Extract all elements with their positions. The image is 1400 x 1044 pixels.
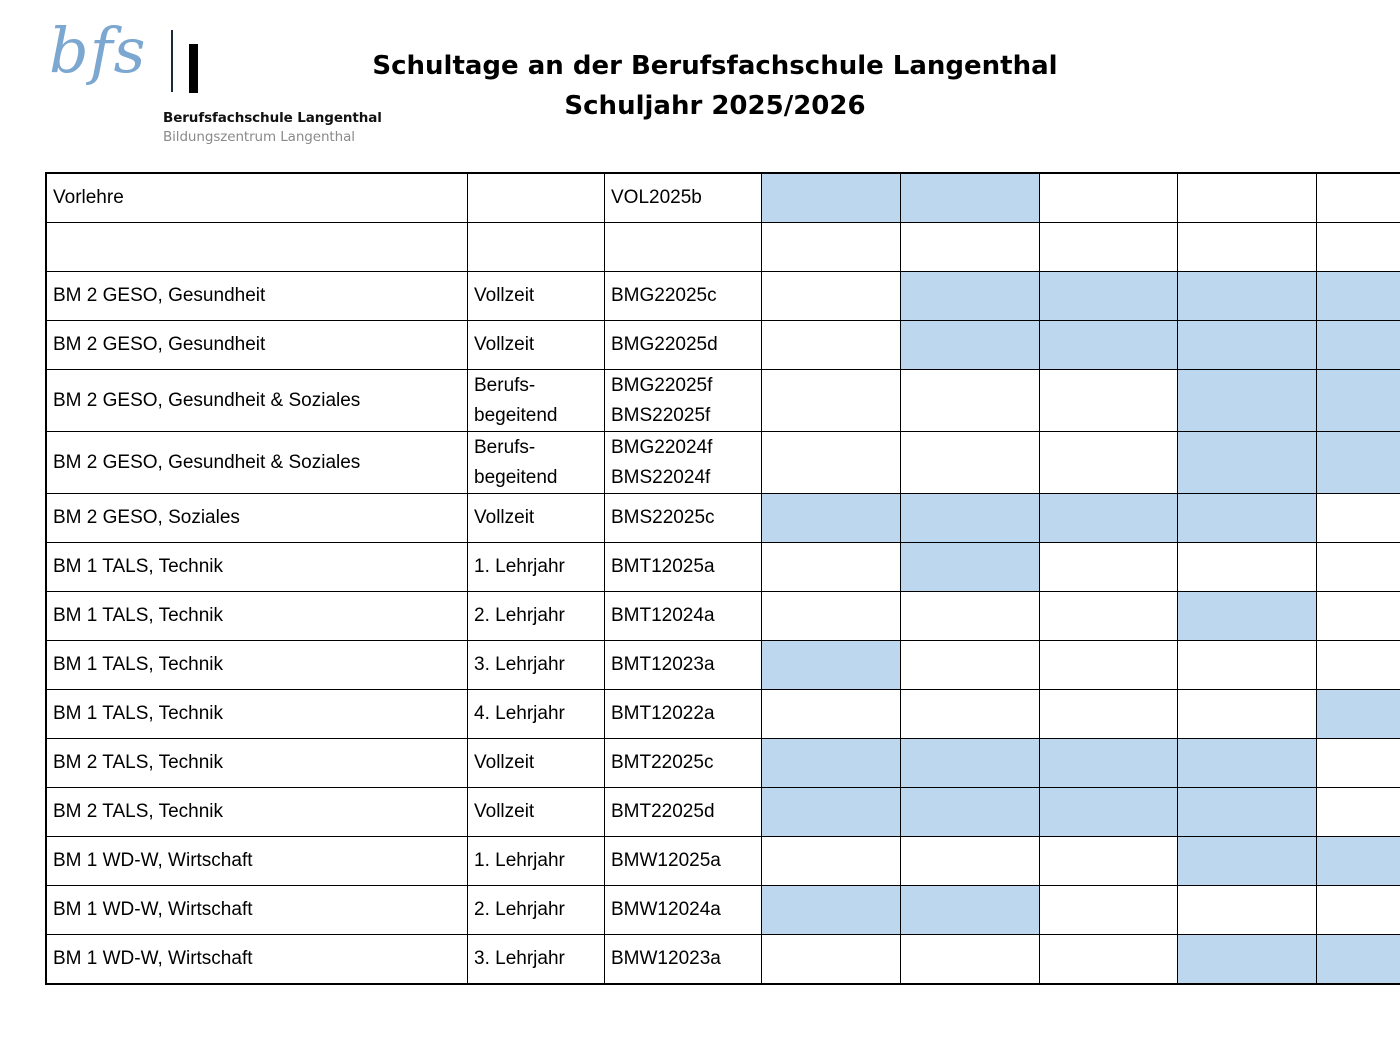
cell-study-mode <box>468 370 605 432</box>
cell-schoolday-marked <box>900 321 1039 370</box>
cell-study-mode <box>468 432 605 494</box>
table-row <box>46 432 1400 494</box>
cell-schoolday-empty <box>900 370 1039 432</box>
cell-schoolday-empty <box>762 837 901 886</box>
cell-schoolday-empty <box>762 543 901 592</box>
cell-schoolday-empty <box>1039 690 1178 739</box>
table-row <box>46 935 1400 985</box>
cell-study-mode <box>468 223 605 272</box>
cell-schoolday-empty <box>1039 935 1178 985</box>
page-title <box>0 46 1400 126</box>
cell-study-mode: 4. Lehrjahr <box>468 690 605 739</box>
cell-class-code: BMW12023a <box>605 935 762 985</box>
cell-study-mode: 2. Lehrjahr <box>468 592 605 641</box>
cell-study-mode-line: Berufs- <box>474 375 536 396</box>
cell-schoolday-marked <box>1039 321 1178 370</box>
cell-schoolday-marked <box>1178 837 1317 886</box>
cell-class-name: BM 2 GESO, Gesundheit <box>46 321 468 370</box>
cell-class-code: BMT22025d <box>605 788 762 837</box>
cell-schoolday-marked <box>762 494 901 543</box>
cell-schoolday-marked <box>1178 592 1317 641</box>
cell-schoolday-empty <box>900 641 1039 690</box>
cell-schoolday-empty <box>1039 432 1178 494</box>
schedule-table <box>45 172 1400 985</box>
cell-schoolday-empty <box>1317 592 1400 641</box>
cell-schoolday-marked <box>1317 690 1400 739</box>
cell-class-code: BMS22025c <box>605 494 762 543</box>
cell-schoolday-marked <box>762 739 901 788</box>
cell-class-name: BM 2 GESO, Gesundheit & Soziales <box>46 432 468 494</box>
logo-center-name: Bildungszentrum Langenthal <box>163 129 355 145</box>
cell-class-name: BM 2 GESO, Gesundheit <box>46 272 468 321</box>
cell-study-mode-line: Berufs- <box>474 437 536 458</box>
cell-class-code-line: BMS22024f <box>611 467 711 488</box>
cell-schoolday-empty <box>1178 543 1317 592</box>
cell-study-mode <box>468 173 605 223</box>
cell-study-mode: 1. Lehrjahr <box>468 543 605 592</box>
cell-class-code: BMT12023a <box>605 641 762 690</box>
cell-study-mode: 2. Lehrjahr <box>468 886 605 935</box>
cell-schoolday-empty <box>1178 641 1317 690</box>
table-row <box>46 543 1400 592</box>
cell-class-code: VOL2025b <box>605 173 762 223</box>
table-row <box>46 173 1400 223</box>
cell-class-code: BMG22025d <box>605 321 762 370</box>
cell-schoolday-marked <box>900 543 1039 592</box>
table-row <box>46 690 1400 739</box>
cell-schoolday-marked <box>900 788 1039 837</box>
page-title-line-1: Schultage an der Berufsfachschule Langenthal <box>372 51 1058 81</box>
cell-study-mode: 3. Lehrjahr <box>468 641 605 690</box>
cell-class-name: BM 1 WD-W, Wirtschaft <box>46 837 468 886</box>
cell-schoolday-empty <box>762 935 901 985</box>
cell-schoolday-empty <box>1317 739 1400 788</box>
page-header <box>0 0 1400 160</box>
cell-class-name: BM 1 TALS, Technik <box>46 543 468 592</box>
cell-schoolday-marked <box>1039 788 1178 837</box>
cell-schoolday-empty <box>1317 543 1400 592</box>
cell-class-name <box>46 223 468 272</box>
cell-schoolday-marked <box>1317 370 1400 432</box>
schedule-table-body <box>46 173 1400 984</box>
table-row <box>46 272 1400 321</box>
cell-schoolday-marked <box>1317 837 1400 886</box>
cell-class-code: BMW12025a <box>605 837 762 886</box>
cell-schoolday-empty <box>1317 886 1400 935</box>
cell-schoolday-empty <box>762 272 901 321</box>
cell-study-mode-line: begeitend <box>474 467 558 488</box>
cell-study-mode-line: begeitend <box>474 405 558 426</box>
table-row <box>46 223 1400 272</box>
logo-wordmark: bfs <box>49 14 147 87</box>
cell-schoolday-marked <box>900 494 1039 543</box>
cell-schoolday-marked <box>762 788 901 837</box>
cell-schoolday-empty <box>1039 641 1178 690</box>
cell-class-code: BMT22025c <box>605 739 762 788</box>
cell-schoolday-marked <box>1178 935 1317 985</box>
table-row <box>46 886 1400 935</box>
cell-schoolday-empty <box>1178 690 1317 739</box>
cell-schoolday-empty <box>1178 223 1317 272</box>
cell-schoolday-empty <box>1039 370 1178 432</box>
cell-schoolday-marked <box>900 272 1039 321</box>
cell-schoolday-empty <box>900 432 1039 494</box>
cell-class-code: BMT12024a <box>605 592 762 641</box>
cell-schoolday-empty <box>1039 837 1178 886</box>
logo-school-name: Berufsfachschule Langenthal <box>163 110 382 126</box>
cell-schoolday-empty <box>762 223 901 272</box>
cell-schoolday-empty <box>1317 641 1400 690</box>
cell-class-code <box>605 370 762 432</box>
cell-schoolday-marked <box>1317 432 1400 494</box>
cell-schoolday-empty <box>1039 223 1178 272</box>
cell-class-name: BM 1 TALS, Technik <box>46 641 468 690</box>
cell-schoolday-empty <box>1039 886 1178 935</box>
cell-schoolday-marked <box>1178 739 1317 788</box>
cell-schoolday-empty <box>900 837 1039 886</box>
cell-schoolday-marked <box>1317 935 1400 985</box>
table-row <box>46 641 1400 690</box>
cell-class-code: BMG22025c <box>605 272 762 321</box>
cell-schoolday-empty <box>762 690 901 739</box>
cell-schoolday-marked <box>762 641 901 690</box>
cell-schoolday-marked <box>1317 321 1400 370</box>
cell-schoolday-empty <box>762 432 901 494</box>
cell-study-mode: 3. Lehrjahr <box>468 935 605 985</box>
cell-class-name: BM 1 TALS, Technik <box>46 690 468 739</box>
cell-class-code: BMT12022a <box>605 690 762 739</box>
cell-class-code <box>605 432 762 494</box>
cell-schoolday-empty <box>1317 494 1400 543</box>
cell-schoolday-marked <box>1178 272 1317 321</box>
cell-schoolday-marked <box>1178 494 1317 543</box>
cell-schoolday-empty <box>1178 173 1317 223</box>
cell-schoolday-empty <box>900 935 1039 985</box>
cell-schoolday-empty <box>1317 173 1400 223</box>
cell-schoolday-marked <box>1178 432 1317 494</box>
cell-class-name: BM 1 WD-W, Wirtschaft <box>46 935 468 985</box>
cell-schoolday-empty <box>1039 173 1178 223</box>
cell-schoolday-marked <box>1039 272 1178 321</box>
cell-schoolday-empty <box>1317 223 1400 272</box>
cell-study-mode: Vollzeit <box>468 272 605 321</box>
cell-class-code-line: BMG22024f <box>611 437 713 458</box>
cell-class-name: BM 2 GESO, Soziales <box>46 494 468 543</box>
cell-class-code-line: BMS22025f <box>611 405 711 426</box>
cell-class-name: BM 2 TALS, Technik <box>46 788 468 837</box>
cell-schoolday-marked <box>762 173 901 223</box>
table-row <box>46 837 1400 886</box>
cell-class-name: BM 1 TALS, Technik <box>46 592 468 641</box>
cell-schoolday-marked <box>900 739 1039 788</box>
cell-schoolday-marked <box>1178 370 1317 432</box>
cell-study-mode: Vollzeit <box>468 321 605 370</box>
cell-study-mode: Vollzeit <box>468 494 605 543</box>
cell-class-code-line: BMG22025f <box>611 375 713 396</box>
cell-schoolday-empty <box>1039 592 1178 641</box>
cell-study-mode: 1. Lehrjahr <box>468 837 605 886</box>
cell-schoolday-empty <box>762 370 901 432</box>
cell-schoolday-empty <box>1317 788 1400 837</box>
table-row <box>46 321 1400 370</box>
table-row <box>46 788 1400 837</box>
cell-schoolday-marked <box>1317 272 1400 321</box>
cell-class-code: BMW12024a <box>605 886 762 935</box>
table-row <box>46 739 1400 788</box>
cell-schoolday-empty <box>900 592 1039 641</box>
cell-schoolday-empty <box>1178 886 1317 935</box>
cell-schoolday-empty <box>762 592 901 641</box>
schedule-table-container <box>45 172 1350 985</box>
cell-schoolday-empty <box>900 690 1039 739</box>
cell-schoolday-empty <box>1039 543 1178 592</box>
cell-class-code: BMT12025a <box>605 543 762 592</box>
cell-schoolday-empty <box>900 223 1039 272</box>
cell-class-name: BM 2 TALS, Technik <box>46 739 468 788</box>
cell-schoolday-marked <box>900 173 1039 223</box>
table-row <box>46 494 1400 543</box>
cell-class-name: Vorlehre <box>46 173 468 223</box>
cell-class-name: BM 2 GESO, Gesundheit & Soziales <box>46 370 468 432</box>
cell-class-name: BM 1 WD-W, Wirtschaft <box>46 886 468 935</box>
table-row <box>46 370 1400 432</box>
cell-study-mode: Vollzeit <box>468 739 605 788</box>
cell-schoolday-marked <box>1178 788 1317 837</box>
cell-schoolday-marked <box>762 886 901 935</box>
cell-schoolday-marked <box>1178 321 1317 370</box>
table-row <box>46 592 1400 641</box>
cell-schoolday-marked <box>1039 739 1178 788</box>
page-title-line-2: Schuljahr 2025/2026 <box>564 91 866 121</box>
cell-schoolday-empty <box>762 321 901 370</box>
cell-study-mode: Vollzeit <box>468 788 605 837</box>
cell-schoolday-marked <box>1039 494 1178 543</box>
cell-schoolday-marked <box>900 886 1039 935</box>
cell-class-code <box>605 223 762 272</box>
